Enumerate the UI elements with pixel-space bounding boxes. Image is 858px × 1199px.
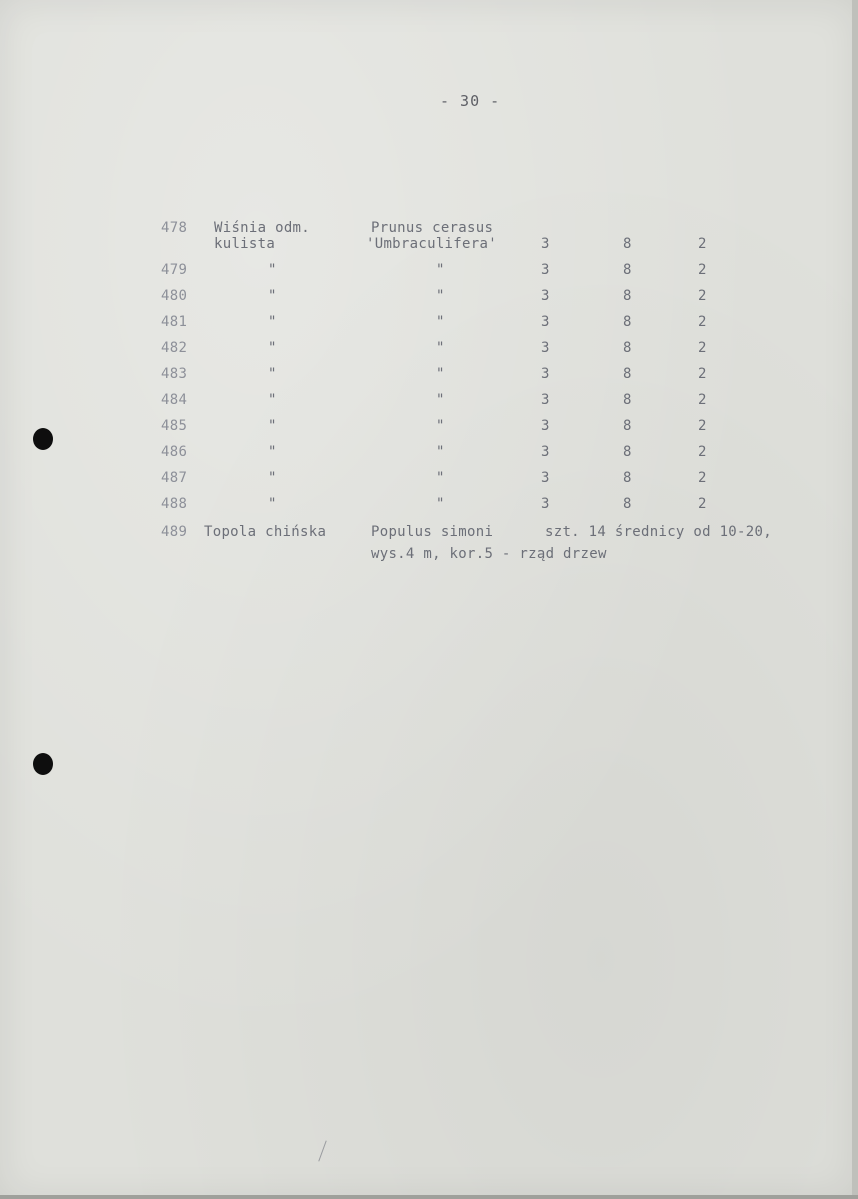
row-number: 485	[161, 418, 188, 434]
col-c: 2	[698, 262, 707, 278]
row-number: 484	[161, 392, 188, 408]
paper-edge-bottom	[0, 1195, 858, 1199]
col-b: 8	[623, 236, 632, 252]
common-name: "	[268, 340, 277, 356]
col-a: 3	[541, 288, 550, 304]
col-b: 8	[623, 418, 632, 434]
common-name-line2: kulista	[214, 236, 276, 252]
col-c: 2	[698, 496, 707, 512]
col-a: 3	[541, 262, 550, 278]
paper-edge-right	[852, 0, 858, 1199]
common-name: "	[268, 418, 277, 434]
col-c: 2	[698, 444, 707, 460]
latin-name: "	[436, 444, 445, 460]
col-b: 8	[623, 496, 632, 512]
row-number: 483	[161, 366, 188, 382]
col-b: 8	[623, 262, 632, 278]
col-b: 8	[623, 314, 632, 330]
latin-name: "	[436, 392, 445, 408]
latin-name: "	[436, 418, 445, 434]
latin-name-line2: 'Umbraculifera'	[366, 236, 497, 252]
common-name: "	[268, 288, 277, 304]
col-a: 3	[541, 236, 550, 252]
col-a: 3	[541, 314, 550, 330]
col-b: 8	[623, 392, 632, 408]
common-name: Wiśnia odm.	[214, 220, 311, 236]
punch-hole	[33, 428, 53, 450]
common-name: Topola chińska	[204, 524, 327, 540]
col-c: 2	[698, 392, 707, 408]
col-b: 8	[623, 288, 632, 304]
col-b: 8	[623, 366, 632, 382]
common-name: "	[268, 366, 277, 382]
col-a: 3	[541, 366, 550, 382]
col-a: 3	[541, 418, 550, 434]
col-c: 2	[698, 236, 707, 252]
page-number: - 30 -	[440, 92, 501, 110]
common-name: "	[268, 314, 277, 330]
row-number: 482	[161, 340, 188, 356]
col-a: 3	[541, 392, 550, 408]
col-b: 8	[623, 470, 632, 486]
col-a: 3	[541, 470, 550, 486]
row-number: 486	[161, 444, 188, 460]
row-number: 487	[161, 470, 188, 486]
row-number: 479	[161, 262, 188, 278]
row-number: 488	[161, 496, 188, 512]
latin-name: "	[436, 340, 445, 356]
row-number: 478	[161, 220, 188, 236]
col-c: 2	[698, 288, 707, 304]
latin-name: "	[436, 288, 445, 304]
col-b: 8	[623, 444, 632, 460]
col-c: 2	[698, 340, 707, 356]
col-c: 2	[698, 314, 707, 330]
latin-name: "	[436, 262, 445, 278]
common-name: "	[268, 392, 277, 408]
col-a: 3	[541, 444, 550, 460]
common-name: "	[268, 470, 277, 486]
latin-name: "	[436, 366, 445, 382]
col-c: 2	[698, 366, 707, 382]
row-number: 480	[161, 288, 188, 304]
common-name: "	[268, 496, 277, 512]
col-b: 8	[623, 340, 632, 356]
common-name: "	[268, 262, 277, 278]
col-c: 2	[698, 470, 707, 486]
col-a: 3	[541, 340, 550, 356]
row-note-line2: wys.4 m, kor.5 - rząd drzew	[371, 546, 607, 562]
row-note: szt. 14 średnicy od 10-20,	[545, 524, 772, 540]
common-name: "	[268, 444, 277, 460]
latin-name: "	[436, 314, 445, 330]
row-number: 489	[161, 524, 188, 540]
latin-name: "	[436, 496, 445, 512]
latin-name: Prunus cerasus	[371, 220, 494, 236]
row-number: 481	[161, 314, 188, 330]
col-c: 2	[698, 418, 707, 434]
punch-hole	[33, 753, 53, 775]
latin-name: Populus simoni	[371, 524, 494, 540]
latin-name: "	[436, 470, 445, 486]
col-a: 3	[541, 496, 550, 512]
